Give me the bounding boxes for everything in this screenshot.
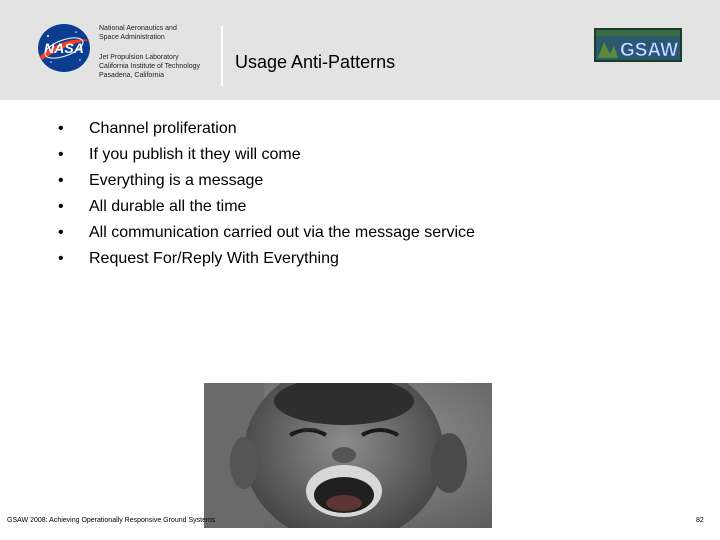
bullet-list bbox=[58, 116, 475, 272]
org-line: National Aeronautics and bbox=[99, 25, 177, 32]
bullet-icon: • bbox=[58, 250, 64, 267]
lab-line: California Institute of Technology bbox=[99, 63, 201, 70]
bullet-text: All communication carried out via the message service bbox=[89, 224, 475, 241]
bullet-icon: • bbox=[58, 198, 64, 215]
header-divider bbox=[221, 26, 223, 86]
lab-line: Jet Propulsion Laboratory bbox=[99, 54, 179, 61]
nasa-logo bbox=[36, 22, 92, 74]
org-name bbox=[99, 24, 177, 42]
list-item bbox=[58, 220, 475, 246]
bullet-text: Channel proliferation bbox=[89, 120, 237, 137]
lab-line: Pasadena, California bbox=[99, 72, 164, 79]
bullet-text: If you publish it they will come bbox=[89, 146, 301, 163]
bullet-icon: • bbox=[58, 146, 64, 163]
bullet-icon: • bbox=[58, 172, 64, 189]
lab-name bbox=[99, 53, 200, 80]
gsaw-logo-text: GSAW bbox=[619, 40, 679, 61]
crying-baby-photo bbox=[204, 383, 492, 528]
gsaw-logo bbox=[594, 28, 682, 62]
list-item bbox=[58, 168, 475, 194]
list-item bbox=[58, 194, 475, 220]
footer-conference: GSAW 2008: Achieving Operationally Responsive Ground Systems bbox=[7, 517, 216, 524]
bullet-icon: • bbox=[58, 120, 64, 137]
page-number: 82 bbox=[696, 517, 704, 524]
slide-header bbox=[0, 0, 720, 100]
bullet-text: All durable all the time bbox=[89, 198, 247, 215]
nasa-logo-text: NASA bbox=[44, 40, 84, 56]
list-item bbox=[58, 246, 475, 272]
bullet-text: Everything is a message bbox=[89, 172, 264, 189]
bullet-icon: • bbox=[58, 224, 64, 241]
list-item bbox=[58, 116, 475, 142]
slide-title: Usage Anti-Patterns bbox=[235, 52, 396, 72]
org-line: Space Administration bbox=[99, 34, 165, 41]
list-item bbox=[58, 142, 475, 168]
bullet-text: Request For/Reply With Everything bbox=[89, 250, 339, 267]
